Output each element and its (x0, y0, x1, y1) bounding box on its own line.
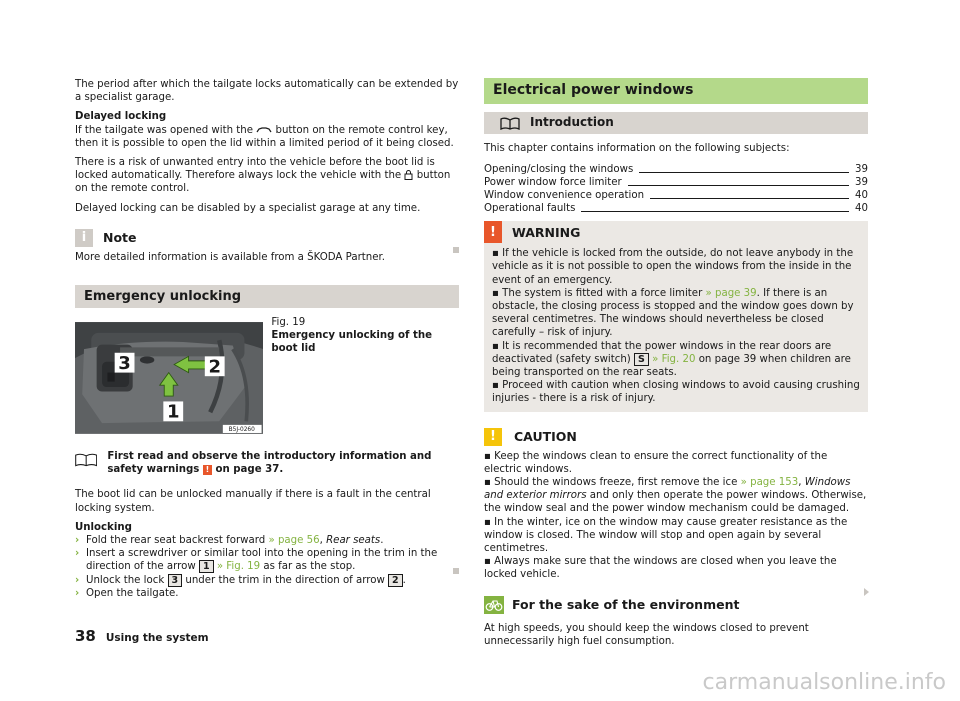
open-book-icon (75, 450, 97, 470)
caution-item: ▪ Always make sure that the windows are closed when you leave the locked vehicle. (484, 556, 837, 581)
section-end-marker (453, 247, 459, 253)
key-1: 1 (199, 560, 214, 573)
step-arrow-icon: › (75, 535, 80, 547)
callout-3: 3 (118, 353, 131, 375)
step-open-tailgate: › Open the tailgate. (75, 587, 179, 599)
link-page-56[interactable]: » page 56 (268, 535, 320, 547)
warning-item: ▪ The system is fitted with a force limiter » page 39. If there is an obstacle, the closing process is stopped and the window goes down by several centimetres. The windows should nevertheless be closed carefully – risk of injury. (492, 287, 854, 339)
step-insert-screwdriver: › Insert a screwdriver or similar tool into the opening in the trim in the direction of the arrow 1 » Fig. 19 as far as the stop. (75, 548, 438, 573)
lock-icon (404, 170, 413, 180)
note-text: More detailed information is available from a ŠKODA Partner. (75, 251, 385, 263)
boot-lid-illustration (75, 316, 263, 440)
section-title-emergency-unlocking: Emergency unlocking (75, 285, 459, 308)
figure-number: Fig. 19 (271, 317, 306, 329)
first-read-box (75, 450, 459, 476)
open-book-icon (500, 117, 520, 130)
link-page-153[interactable]: » page 153 (740, 477, 799, 489)
section-end-marker (453, 568, 459, 574)
link-page-39[interactable]: » page 39 (705, 287, 757, 299)
caution-item: ▪ Should the windows freeze, first remove the ice » page 153, Windows and exterior mirrors and only then operate the power windows. Otherwise, the window seal and the power window mechanism could be damaged. (484, 477, 867, 515)
callout-2: 2 (208, 356, 221, 378)
warning-item: ▪ It is recommended that the power windows in the rear doors are deactivated (safety switch) S » Fig. 20 on page 39 when children are being transported on the rear seats. (492, 340, 851, 379)
warning-item: ▪ Proceed with caution when closing windows to avoid causing crushing injuries - there is a risk of injury. (492, 380, 860, 405)
page-footer (75, 627, 209, 645)
right-column (484, 78, 868, 654)
delayed-locking-heading: Delayed locking (75, 111, 167, 123)
caution-item: ▪ In the winter, ice on the window may cause greater resistance as the window is closed. The window will stop and open again by several centimetres. (484, 516, 848, 555)
note-heading: i Note (75, 229, 459, 247)
watermark: carmanualsonline.info (702, 669, 946, 695)
figure-caption (271, 316, 459, 440)
step-arrow-icon: › (75, 574, 80, 586)
warning-icon: ! (484, 221, 502, 243)
unlocking-steps (75, 534, 459, 600)
car-key-icon (256, 126, 272, 134)
environment-text: At high speeds, you should keep the windows closed to prevent unnecessarily high fuel consumption. (484, 622, 809, 647)
warning-item: ▪ If the vehicle is locked from the outside, do not leave anybody in the vehicle as it is not possible to open the windows from the inside in the event of an emergency. (492, 248, 854, 286)
warning-icon-small: ! (203, 465, 212, 475)
step-unlock-lock: › Unlock the lock 3 under the trim in the direction of arrow 2 . (75, 574, 406, 586)
caution-heading: ! CAUTION (484, 428, 868, 446)
caution-icon: ! (484, 428, 502, 446)
key-s: S (634, 353, 649, 366)
figure-title: Emergency unlocking of the boot lid (271, 330, 432, 355)
page-number: 38 (75, 627, 96, 645)
left-column (75, 78, 459, 600)
intro-text: This chapter contains information on the following subjects: (484, 143, 790, 154)
delayed-locking-text: If the tailgate was opened with the button on the remote control key, then it is possible to open the lid within a limited period of it being closed. (75, 124, 454, 149)
environment-heading: For the sake of the environment (484, 596, 868, 614)
toc-row[interactable]: Power window force limiter 39 (484, 177, 868, 188)
toc-row[interactable]: Window convenience operation 40 (484, 190, 868, 201)
chapter-title: Electrical power windows (484, 78, 868, 104)
caution-list (484, 450, 868, 582)
unlock-intro-text: The boot lid can be unlocked manually if there is a fault in the central locking system. (75, 489, 431, 514)
caution-item: ▪ Keep the windows clean to ensure the correct functionality of the electric windows. (484, 450, 828, 475)
key-3: 3 (168, 574, 183, 587)
key-2: 2 (388, 574, 403, 587)
callout-1: 1 (166, 401, 180, 423)
link-fig-20[interactable]: » Fig. 20 (652, 353, 696, 365)
step-arrow-icon: › (75, 587, 80, 599)
figure-code: B5J-0260 (228, 427, 255, 434)
toc-row[interactable]: Operational faults 40 (484, 203, 868, 214)
link-fig-19[interactable]: » Fig. 19 (216, 561, 261, 573)
subject-list (484, 163, 868, 215)
figure-19 (75, 316, 459, 440)
toc-row[interactable]: Opening/closing the windows 39 (484, 164, 868, 175)
bicycle-icon (484, 596, 504, 614)
step-arrow-icon: › (75, 548, 80, 560)
footer-section-title: Using the system (105, 632, 209, 644)
first-read-text: First read and observe the introductory information and safety warnings ! on page 37. (107, 451, 432, 476)
tailgate-period-text: The period after which the tailgate locks automatically can be extended by a specialist garage. (75, 79, 459, 104)
introduction-heading: Introduction (484, 112, 868, 134)
warning-heading: ! WARNING (484, 221, 868, 243)
step-fold-backrest: › Fold the rear seat backrest forward » page 56, Rear seats. (75, 535, 384, 547)
info-icon: i (75, 229, 93, 247)
disable-text: Delayed locking can be disabled by a specialist garage at any time. (75, 202, 421, 214)
continue-arrow-icon (864, 588, 869, 596)
risk-text: There is a risk of unwanted entry into the vehicle before the boot lid is locked automatically. Therefore always lock the vehicle with the button on the remote control. (75, 157, 451, 195)
warning-box (484, 221, 868, 411)
unlocking-heading: Unlocking (75, 521, 132, 533)
